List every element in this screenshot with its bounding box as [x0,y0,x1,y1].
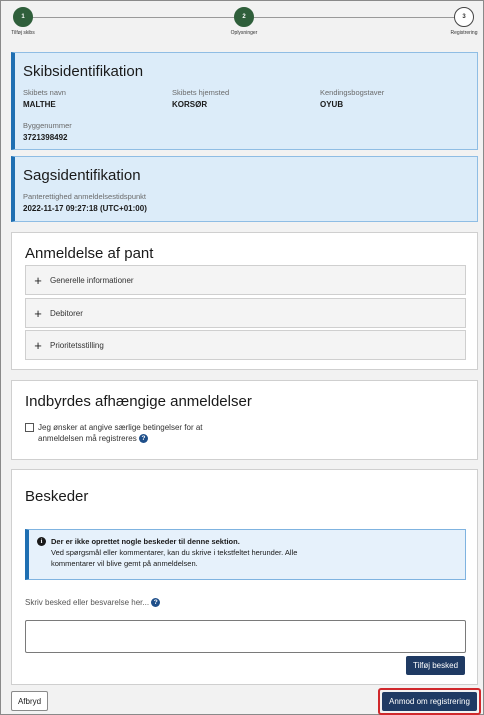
build-number-field [23,121,72,142]
call-sign-value: OYUB [320,100,344,109]
call-sign-label: Kendingsbogstaver [320,88,385,97]
ship-name-value: MALTHE [23,100,56,109]
alert-title: Der er ikke oprettet nogle beskeder til denne sektion. [51,537,240,546]
step-2-indicator: 2 [234,7,254,27]
request-registration-button[interactable]: Anmod om registrering [382,692,477,711]
build-number-value: 3721398492 [23,133,68,142]
help-icon[interactable]: ? [151,598,160,607]
plus-icon: + [34,272,42,288]
case-identification-panel [11,156,478,222]
step-2[interactable] [214,7,274,36]
step-1-indicator: 1 [13,7,33,27]
accordion-priority-label: Prioritetsstilling [50,340,104,350]
home-port-field [172,88,229,109]
registration-time-value: 2022-11-17 09:27:18 (UTC+01:00) [23,204,147,213]
dependent-filings-panel [11,380,478,460]
special-conditions-line2: anmeldelsen må registreres [38,434,137,443]
step-3[interactable] [434,7,484,36]
message-input-label: Skriv besked eller besvarelse her... [25,598,150,607]
home-port-label: Skibets hjemsted [172,88,230,97]
accordion-general-info-label: Generelle informationer [50,275,134,285]
messages-panel [11,469,478,685]
home-port-value: KORSØR [172,100,208,109]
messages-title: Beskeder [25,488,89,505]
plus-icon: + [34,337,42,353]
ship-identification-title: Skibsidentifikation [23,63,144,80]
step-3-indicator: 3 [454,7,474,27]
registration-time-label: Panterettighed anmeldelsestidspunkt [23,192,146,201]
alert-line2: kommentarer vil blive gemt på anmeldelsen. [51,559,198,568]
special-conditions-label [38,422,203,444]
accordion-priority[interactable] [25,330,466,360]
special-conditions-line1: Jeg ønsker at angive særlige betingelser for at [38,423,203,432]
ship-identification-panel [11,52,478,150]
pledge-panel [11,232,478,370]
pledge-title: Anmeldelse af pant [25,245,154,262]
special-conditions-checkbox[interactable] [25,423,34,432]
dependent-filings-title: Indbyrdes afhængige anmeldelser [25,393,252,410]
registration-time-field [23,192,147,213]
progress-stepper [1,1,484,45]
step-3-label: Registrering [450,30,478,36]
step-1-label: Tilføj skibs [11,30,35,36]
accordion-debtors-label: Debitorer [50,308,83,318]
plus-icon: + [34,305,42,321]
special-conditions-line2-row [38,433,203,444]
step-1[interactable] [0,7,53,36]
alert-text [51,536,297,569]
step-2-label: Oplysninger [230,30,258,36]
case-identification-title: Sagsidentifikation [23,167,141,184]
accordion-debtors[interactable] [25,298,466,328]
highlight-box [378,688,481,715]
help-icon[interactable]: ? [139,434,148,443]
cancel-button[interactable]: Afbryd [11,691,48,711]
call-sign-field [320,88,384,109]
message-input-label-row [25,598,160,607]
ship-name-field [23,88,66,109]
alert-line1: Ved spørgsmål eller kommentarer, kan du skrive i tekstfeltet herunder. Alle [51,548,298,557]
info-icon: i [37,537,46,546]
message-textarea[interactable] [25,620,466,653]
ship-name-label: Skibets navn [23,88,66,97]
accordion-general-info[interactable] [25,265,466,295]
no-messages-alert [25,529,466,580]
add-message-button[interactable]: Tilføj besked [406,656,465,675]
build-number-label: Byggenummer [23,121,72,130]
